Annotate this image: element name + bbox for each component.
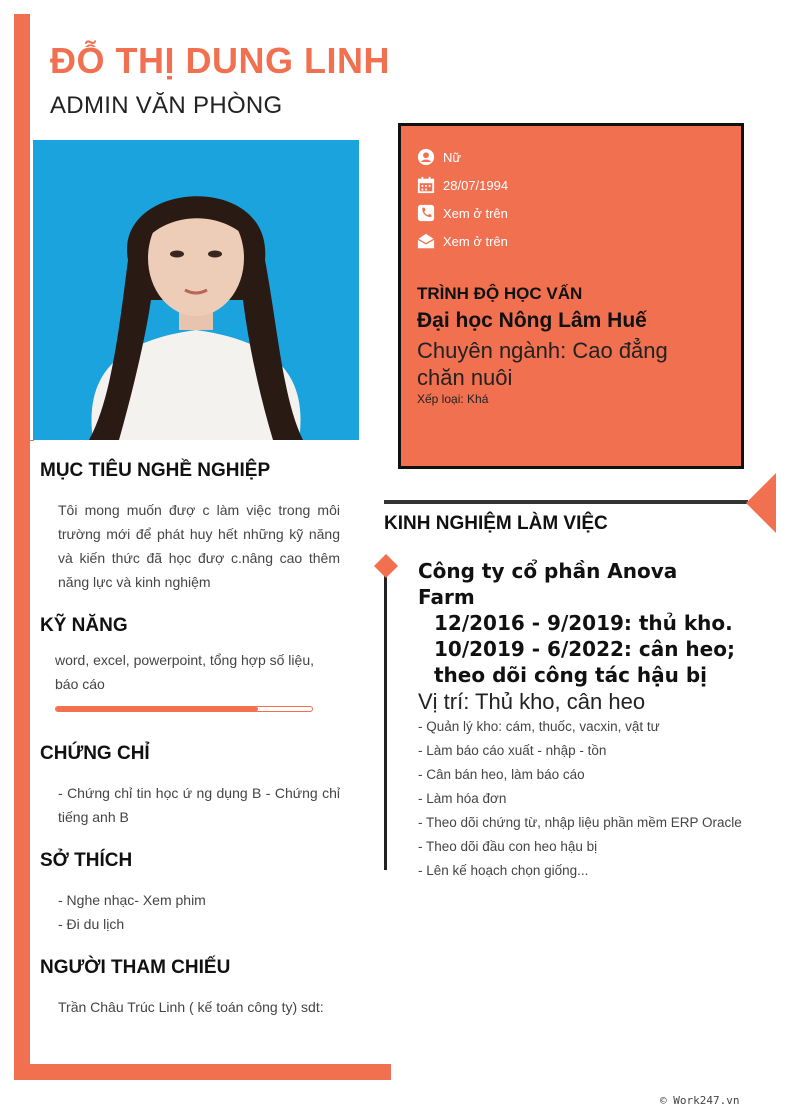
experience-company: Công ty cổ phần Anova Farm: [418, 559, 678, 609]
skills-heading: KỸ NĂNG: [40, 615, 128, 636]
skill-level-bar: [55, 706, 313, 712]
email-value[interactable]: Xem ở trên: [443, 233, 508, 249]
objective-heading: MỤC TIÊU NGHỀ NGHIỆP: [40, 460, 271, 481]
bottom-accent-bar: [14, 1064, 391, 1080]
user-icon: [417, 148, 435, 166]
duty-item: - Lên kế hoạch chọn giống...: [418, 863, 589, 878]
duty-item: - Quản lý kho: cám, thuốc, vacxin, vật tư: [418, 719, 660, 734]
education-heading: TRÌNH ĐỘ HỌC VẤN: [417, 284, 583, 303]
duty-item: - Cân bán heo, làm báo cáo: [418, 767, 585, 782]
experience-arrow-shape: [746, 473, 776, 533]
mail-icon: [417, 232, 435, 250]
hobby-item: - Đi du lịch: [58, 916, 125, 932]
info-box: [398, 123, 744, 469]
education-school: Đại học Nông Lâm Huế: [417, 309, 647, 332]
phone-value[interactable]: Xem ở trên: [443, 205, 508, 221]
email-row: [417, 232, 508, 250]
hobbies-heading: SỞ THÍCH: [40, 850, 133, 871]
certificates-heading: CHỨNG CHỈ: [40, 743, 150, 764]
experience-period: 12/2016 - 9/2019: thủ kho.: [434, 611, 733, 635]
reference-text: Trần Châu Trúc Linh ( kế toán công ty) sdt:: [58, 999, 324, 1015]
experience-duties: [418, 715, 742, 883]
experience-period: 10/2019 - 6/2022: cân heo; theo dõi công tác hậu bị: [434, 637, 735, 687]
experience-timeline: [384, 565, 387, 870]
profile-photo: [33, 140, 359, 440]
birthday-value: 28/07/1994: [443, 177, 509, 193]
watermark[interactable]: © Work247.vn: [660, 1094, 740, 1107]
hobbies-list: [58, 888, 340, 936]
photo-divider: [14, 440, 34, 441]
objective-text: Tôi mong muốn đượ c làm việc trong môi trường mới để phát huy hết những kỹ năng và kiến thức đã học đượ c.nâng cao thêm năng lực và kinh nghiệm: [58, 502, 340, 590]
duty-item: - Theo dõi đầu con heo hậu bị: [418, 839, 598, 854]
duty-item: - Làm hóa đơn: [418, 791, 507, 806]
skills-text: word, excel, powerpoint, tổng hợp số liệu, báo cáo: [55, 652, 314, 692]
candidate-name: ĐỖ THỊ DUNG LINH: [50, 40, 390, 81]
birthday-row: [417, 176, 508, 194]
experience-position: Vị trí: Thủ kho, cân heo: [418, 689, 646, 714]
education-grade: Xếp loại: Khá: [417, 392, 489, 406]
phone-row: [417, 204, 508, 222]
gender-value: Nữ: [443, 149, 462, 165]
duty-item: - Theo dõi chứng từ, nhập liệu phần mềm ERP Oracle: [418, 815, 742, 830]
candidate-role: ADMIN VĂN PHÒNG: [50, 92, 283, 119]
hobby-item: - Nghe nhạc- Xem phim: [58, 892, 206, 908]
left-accent-bar: [14, 14, 30, 1080]
education-major: Chuyên ngành: Cao đẳng chăn nuôi: [417, 338, 668, 390]
gender-row: [417, 148, 461, 166]
experience-divider: [384, 500, 748, 504]
reference-heading: NGƯỜI THAM CHIẾU: [40, 957, 231, 978]
duty-item: - Làm báo cáo xuất - nhập - tồn: [418, 743, 607, 758]
phone-icon: [417, 204, 435, 222]
experience-heading: KINH NGHIỆM LÀM VIỆC: [384, 513, 608, 534]
calendar-icon: [417, 176, 435, 194]
certificates-text: - Chứng chỉ tin học ứ ng dụng B - Chứng chỉ tiếng anh B: [58, 785, 340, 825]
skill-level-fill: [56, 707, 258, 711]
timeline-diamond-marker: [373, 553, 399, 579]
